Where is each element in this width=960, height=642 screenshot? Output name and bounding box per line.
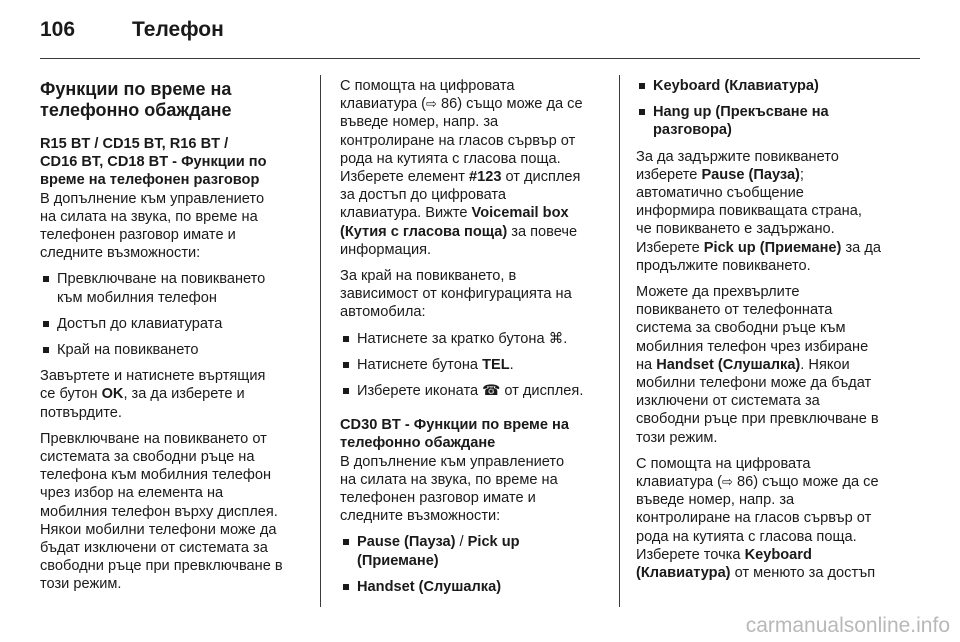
list-item: Превключване на повикването към мобилния телефон — [40, 270, 306, 306]
list-item: Pause (Пауза) / Pick up (Приемане) — [340, 533, 612, 569]
list-item: Край на повикването — [40, 341, 306, 359]
list-item: Натиснете за кратко бутона ⌘. — [340, 330, 612, 348]
ok-paragraph: Завъртете и натиснете въртящия се бутон OK, за да изберете и потвърдите. — [40, 368, 266, 421]
keyboard-paragraph: С помощта на цифровата клавиатура (⇨ 86) също може да се въведе номер, напр. за контролиране на гласов сървър от рода на кутията с гласова поща. Изберете точка Keyboard (Клавиатура) от менюто за достъп — [636, 455, 879, 582]
ok-label: OK — [101, 386, 124, 403]
column-1 — [40, 77, 306, 602]
subheading-r15: R15 BT / CD15 BT, R16 BT / CD16 BT, CD18 BT - Функции по време на телефонен разговор — [40, 136, 267, 189]
subheading-cd30: CD30 BT - Функции по време на телефонно обаждане — [340, 417, 569, 452]
transfer-paragraph: Можете да прехвърлите повикването от телефонната система за свободни ръце към мобилния телефон чрез избиране на Handset (Слушалка). Някои мобилни телефони може да бъдат изключени от системата за свободни ръце при превключване в този режим. — [636, 284, 879, 446]
column-divider-1 — [320, 75, 321, 607]
intro-paragraph: В допълнение към управлението на силата на звука, по време на телефонен разговор имате и следните възможности: — [340, 453, 565, 525]
page-header — [40, 18, 224, 48]
list-item: Handset (Слушалка) — [340, 578, 612, 596]
column-divider-2 — [619, 75, 620, 607]
end-call-paragraph: За край на повикването, в зависимост от конфигурацията на автомобила: — [340, 268, 572, 321]
list-item: Достъп до клавиатурата — [40, 315, 306, 333]
keypad-paragraph: С помощта на цифровата клавиатура (⇨ 86) също може да се въведе номер, напр. за контролиране на гласов сървър от рода на кутията с гласова поща. Изберете елемент #123 от дисплея за достъп до цифровата клавиатура. Вижте Voicemail box (Кутия с гласова поща) за повече информация. — [340, 78, 583, 258]
watermark: carmanualsonline.info — [745, 614, 950, 637]
page-number: 106 — [40, 18, 76, 41]
intro-paragraph: В допълнение към управлението на силата на звука, по време на телефонен разговор имате и следните възможности: — [40, 190, 265, 262]
column-3 — [636, 77, 914, 590]
header-rule — [40, 58, 920, 59]
phone-off-icon: ⌘ — [548, 330, 564, 347]
page-reference-icon: ⇨ — [426, 96, 437, 112]
list-item: Изберете иконата ☎ от дисплея. — [340, 382, 612, 400]
list-item: Натиснете бутона TEL. — [340, 356, 612, 374]
list-item: Keyboard (Клавиатура) — [636, 77, 914, 95]
column-2 — [340, 77, 612, 604]
switch-paragraph: Превключване на повикването от системата за свободни ръце на телефона към мобилния телефон чрез избор на елемента на мобилния телефон върху дисплея. Някои мобилни телефони може да бъдат изключени от системата за свободни ръце при превключване в този режим. — [40, 430, 283, 593]
page-title: Телефон — [132, 18, 224, 41]
hang-up-icon: ☎ — [482, 383, 501, 400]
page-reference-icon: ⇨ — [722, 474, 733, 490]
list-item: Hang up (Прекъсване на разговора) — [636, 103, 914, 139]
section-heading: Функции по време на телефонно обаждане — [40, 79, 232, 120]
hold-paragraph: За да задържите повикването изберете Pause (Пауза); автоматично съобщение информира повикващата страна, че повикването е задържано. Изберете Pick up (Приемане) за да продължите повикването. — [636, 148, 881, 274]
